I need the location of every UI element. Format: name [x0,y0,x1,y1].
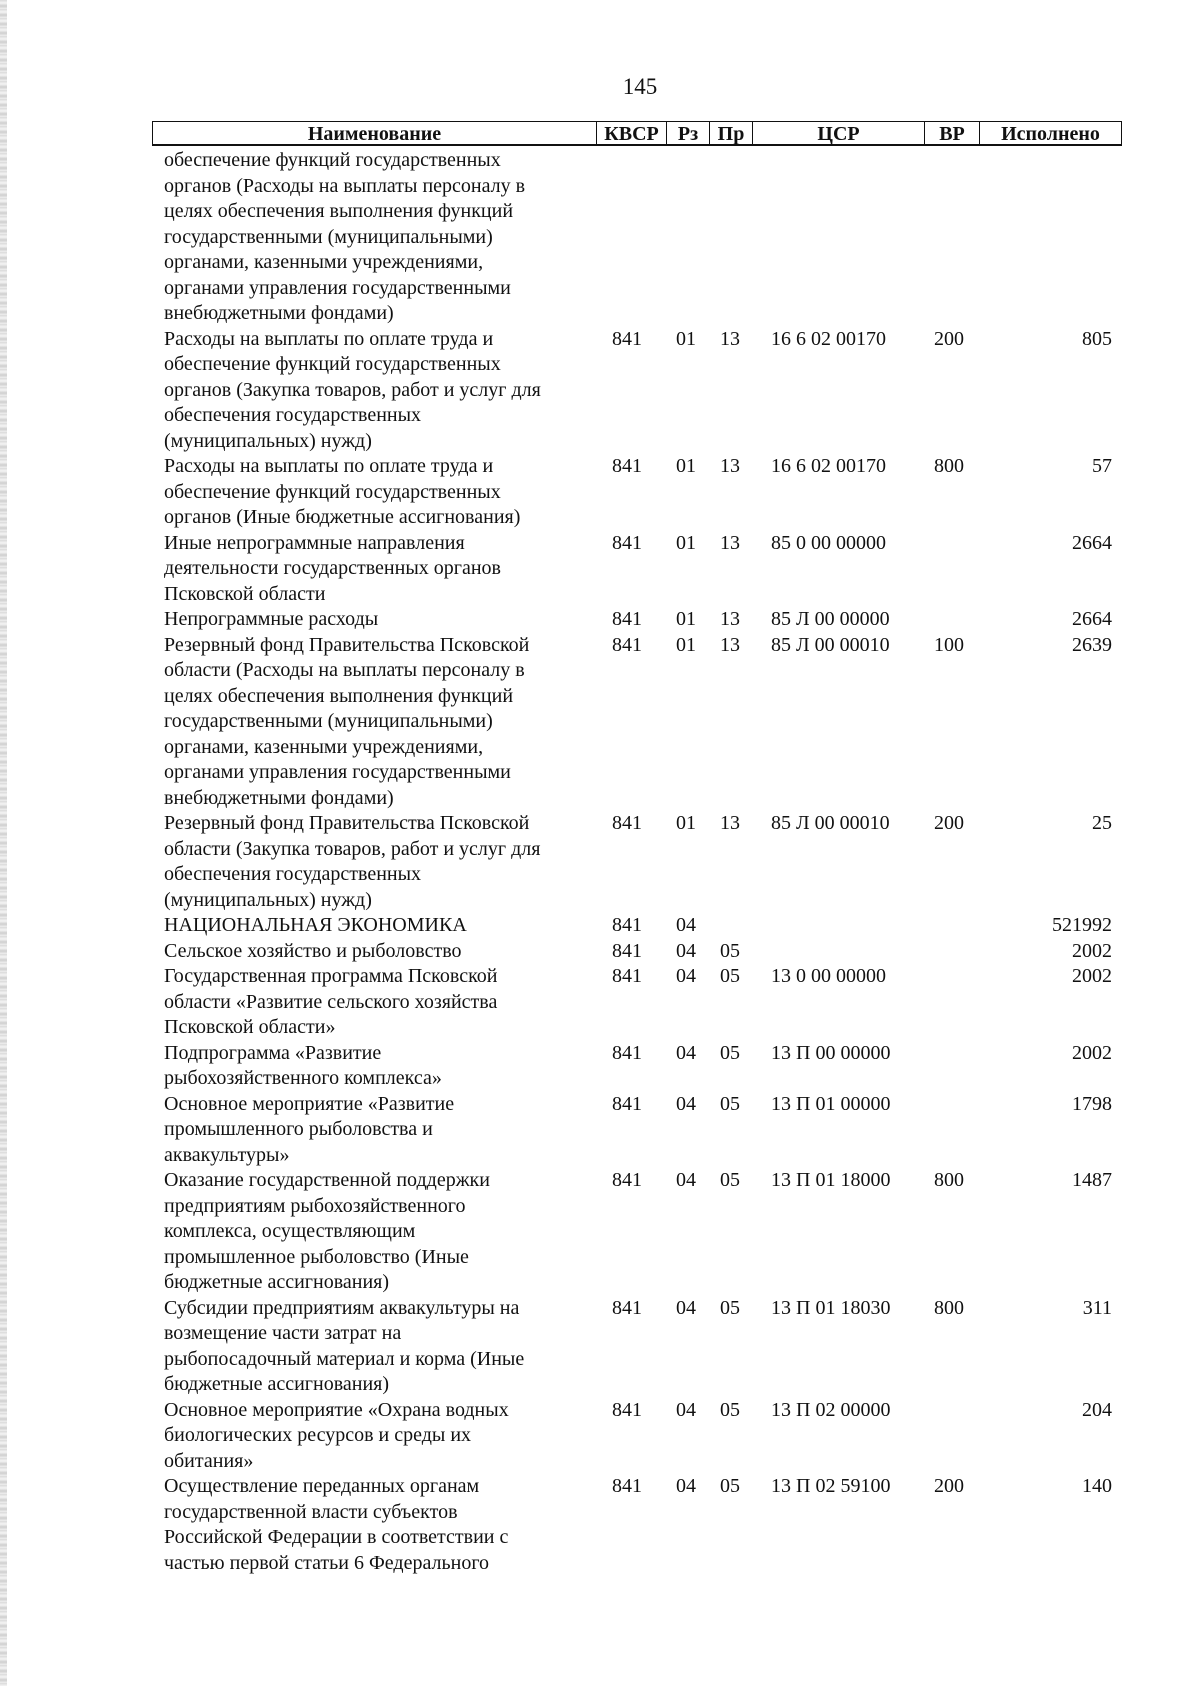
cell-kvsr: 841 [612,1475,642,1497]
cell-pr: 05 [720,965,740,987]
cell-vr: 800 [934,1296,964,1319]
name-line: обеспечение функций государственных [164,353,501,375]
cell-rz: 01 [676,608,696,630]
cell-pr: 05 [720,1296,740,1319]
name-line: Расходы на выплаты по оплате труда и [164,327,494,350]
cell-pr: 05 [720,1169,740,1191]
cell-kvsr: 841 [612,531,642,554]
name-line: рыбопосадочный материал и корма (Иные [164,1347,525,1370]
name-line: НАЦИОНАЛЬНАЯ ЭКОНОМИКА [164,914,467,936]
cell-pr: 13 [720,812,740,834]
cell-kvsr: 841 [612,1092,642,1115]
cell-csr: 13 П 01 00000 [771,1092,891,1115]
name-line: Непрограммные расходы [164,608,379,630]
name-line: Расходы на выплаты по оплате труда и [164,455,494,477]
cell-pr: 13 [720,327,740,350]
name-line: Государственная программа Псковской [164,965,498,987]
cell-name [164,327,594,455]
name-line: рыбохозяйственного комплекса» [164,1067,442,1089]
cell-pr: 05 [720,1041,740,1064]
cell-kvsr: 841 [612,1398,642,1421]
cell-vr: 100 [934,633,964,656]
cell-name [164,633,594,812]
cell-name [164,1398,594,1475]
cell-name [164,454,594,531]
header-pr: Пр [709,121,752,145]
cell-sum: 1798 [1072,1092,1112,1115]
cell-vr: 800 [934,1169,964,1191]
name-line: обеспечение функций государственных [164,480,501,503]
name-line: области «Развитие сельского хозяйства [164,990,498,1013]
name-line: частью первой статьи 6 Федерального [164,1551,490,1574]
cell-csr: 85 Л 00 00000 [771,608,890,630]
cell-sum: 521992 [1052,914,1112,936]
name-line: обеспечения государственных [164,863,422,885]
name-line: органов (Закупка товаров, работ и услуг для [164,378,541,401]
cell-kvsr: 841 [612,1296,642,1319]
name-line: (муниципальных) нужд) [164,888,372,911]
name-line: органами управления государственными [164,276,511,299]
name-line: бюджетные ассигнования) [164,1271,390,1293]
cell-csr: 13 П 00 00000 [771,1041,891,1064]
cell-rz: 04 [676,914,696,936]
cell-vr: 200 [934,327,964,350]
cell-pr: 05 [720,1475,740,1497]
name-line: органами, казенными учреждениями, [164,735,484,758]
cell-name [164,811,594,913]
cell-sum: 1487 [1072,1169,1112,1191]
name-line: органами, казенными учреждениями, [164,251,484,273]
cell-kvsr: 841 [612,327,642,350]
name-line: комплекса, осуществляющим [164,1220,416,1242]
name-line: Основное мероприятие «Развитие [164,1092,455,1115]
cell-rz: 04 [676,965,696,987]
cell-pr: 13 [720,608,740,630]
cell-sum: 204 [1082,1398,1112,1421]
cell-sum: 2002 [1072,1041,1112,1064]
cell-name [164,1296,594,1398]
header-name: Наименование [152,121,596,145]
cell-vr: 800 [934,455,964,477]
cell-name [164,939,594,965]
name-line: Оказание государственной поддержки [164,1169,490,1191]
header-kvsr: КВСР [596,121,666,145]
name-line: органов (Расходы на выплаты персоналу в [164,174,526,197]
name-line: бюджетные ассигнования) [164,1373,390,1395]
header-sum: Исполнено [979,121,1122,145]
name-line: Псковской области» [164,1016,336,1038]
header-rule [152,145,1122,146]
name-line: обеспечения государственных [164,404,422,426]
cell-sum: 2639 [1072,633,1112,656]
cell-name [164,607,594,633]
cell-sum: 2002 [1072,965,1112,987]
name-line: внебюджетными фондами) [164,302,394,324]
cell-kvsr: 841 [612,965,642,987]
cell-csr: 13 П 02 00000 [771,1398,891,1421]
name-line: Сельское хозяйство и рыболовство [164,939,462,962]
name-line: органов (Иные бюджетные ассигнования) [164,506,521,528]
cell-csr: 13 П 02 59100 [771,1475,891,1497]
cell-csr: 16 6 02 00170 [771,327,886,350]
cell-rz: 04 [676,1398,696,1421]
cell-kvsr: 841 [612,812,642,834]
name-line: обитания» [164,1449,254,1472]
name-line: государственными (муниципальными) [164,710,493,732]
cell-pr: 05 [720,939,740,962]
cell-rz: 01 [676,531,696,554]
cell-rz: 04 [676,939,696,962]
name-line: Основное мероприятие «Охрана водных [164,1398,509,1421]
cell-name [164,1168,594,1296]
cell-sum: 25 [1092,812,1112,834]
name-line: обеспечение функций государственных [164,149,501,171]
name-line: Подпрограмма «Развитие [164,1041,382,1064]
cell-name [164,1474,594,1576]
name-line: Российской Федерации в соответствии с [164,1526,509,1548]
header-vr: ВР [924,121,979,145]
name-line: целях обеспечения выполнения функций [164,200,514,222]
cell-name [164,148,594,327]
cell-vr: 200 [934,1475,964,1497]
cell-rz: 04 [676,1169,696,1191]
cell-csr: 13 П 01 18000 [771,1169,891,1191]
cell-csr: 13 0 00 00000 [771,965,886,987]
cell-csr: 85 0 00 00000 [771,531,886,554]
name-line: Резервный фонд Правительства Псковской [164,812,530,834]
cell-sum: 2664 [1072,608,1112,630]
name-line: деятельности государственных органов [164,557,501,579]
name-line: (муниципальных) нужд) [164,429,372,452]
name-line: Осуществление переданных органам [164,1475,480,1497]
cell-pr: 05 [720,1092,740,1115]
name-line: промышленное рыболовство (Иные [164,1245,469,1268]
name-line: аквакультуры» [164,1143,290,1166]
cell-kvsr: 841 [612,455,642,477]
cell-pr: 05 [720,1398,740,1421]
name-line: возмещение части затрат на [164,1322,402,1344]
cell-kvsr: 841 [612,914,642,936]
cell-vr: 200 [934,812,964,834]
cell-csr: 13 П 01 18030 [771,1296,891,1319]
page-number: 145 [622,74,658,99]
cell-csr: 16 6 02 00170 [771,455,886,477]
cell-name [164,964,594,1041]
name-line: области (Закупка товаров, работ и услуг для [164,837,541,860]
cell-rz: 01 [676,812,696,834]
cell-sum: 57 [1092,455,1112,477]
cell-sum: 805 [1082,327,1112,350]
cell-name [164,531,594,608]
name-line: промышленного рыболовства и [164,1118,433,1140]
cell-sum: 2002 [1072,939,1112,962]
header-rz: Рз [666,121,709,145]
cell-sum: 2664 [1072,531,1112,554]
cell-pr: 13 [720,633,740,656]
name-line: органами управления государственными [164,761,511,783]
cell-csr: 85 Л 00 00010 [771,812,890,834]
name-line: Иные непрограммные направления [164,531,465,554]
name-line: государственными (муниципальными) [164,225,493,248]
cell-kvsr: 841 [612,633,642,656]
cell-csr: 85 Л 00 00010 [771,633,890,656]
name-line: целях обеспечения выполнения функций [164,684,514,707]
cell-rz: 04 [676,1296,696,1319]
cell-sum: 140 [1082,1475,1112,1497]
cell-rz: 01 [676,327,696,350]
name-line: Псковской области [164,582,326,605]
cell-rz: 04 [676,1041,696,1064]
cell-pr: 13 [720,531,740,554]
cell-name [164,913,594,939]
header-csr: ЦСР [752,121,924,145]
name-line: области (Расходы на выплаты персоналу в [164,659,525,681]
cell-kvsr: 841 [612,608,642,630]
cell-rz: 01 [676,455,696,477]
cell-kvsr: 841 [612,1041,642,1064]
name-line: предприятиям рыбохозяйственного [164,1194,466,1217]
cell-name [164,1041,594,1092]
cell-rz: 04 [676,1092,696,1115]
cell-name [164,1092,594,1169]
name-line: Субсидии предприятиям аквакультуры на [164,1296,520,1319]
scan-edge [0,0,7,1686]
name-line: государственной власти субъектов [164,1500,458,1523]
cell-sum: 311 [1082,1296,1112,1319]
cell-rz: 04 [676,1475,696,1497]
cell-rz: 01 [676,633,696,656]
name-line: биологических ресурсов и среды их [164,1424,472,1446]
name-line: внебюджетными фондами) [164,786,394,809]
cell-kvsr: 841 [612,1169,642,1191]
name-line: Резервный фонд Правительства Псковской [164,633,530,656]
cell-kvsr: 841 [612,939,642,962]
cell-pr: 13 [720,455,740,477]
